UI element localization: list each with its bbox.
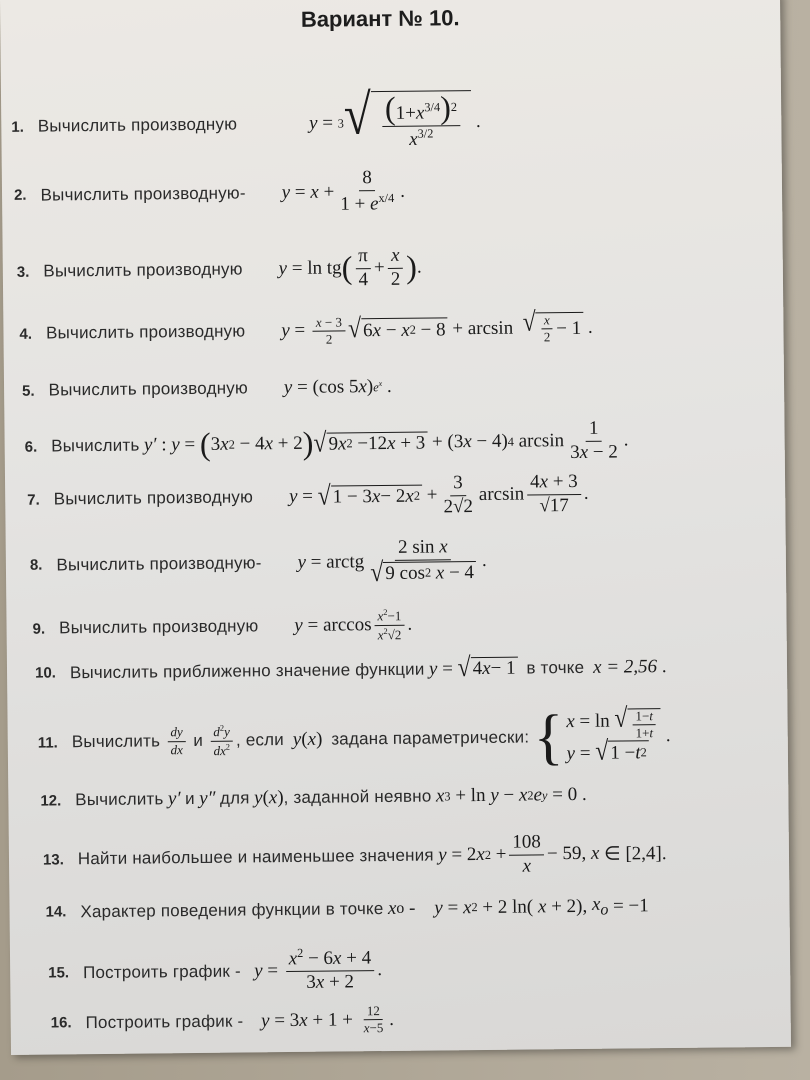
task-number: 4. xyxy=(19,325,33,343)
task-10: 10. Вычислить приближенно значение функции y = √ 4 x − 1 в точке x = 2,56 . xyxy=(34,653,667,684)
task-text: Характер поведения функции в точке xyxy=(80,898,384,922)
task-text: в точке xyxy=(526,657,585,678)
formula-11: { x = ln √ $\frac{1-t}{1+t}$ y = √ 1 − t 2 . xyxy=(533,703,671,772)
task-text: Вычислить xyxy=(51,435,140,456)
task-12 xyxy=(40,784,587,812)
formula-15: y = $\frac{x^2 - 6x + 4}{3x + 2}$ . xyxy=(254,945,383,994)
task-number: 5. xyxy=(22,382,35,400)
d2y-dx2: $\frac{d^2y}{dx^2}$ xyxy=(207,723,236,758)
task-number: 6. xyxy=(24,438,38,456)
task-text: Вычислить производную xyxy=(45,321,246,343)
task-8 xyxy=(30,537,487,590)
task-7 xyxy=(27,472,589,523)
task-6 xyxy=(24,418,628,469)
task-2 xyxy=(14,168,405,219)
task-number: 3. xyxy=(16,263,30,281)
formula-6: y′ : y = ( 3 x 2 − 4 x + 2 ) √ 9 x 2 −12 x + 3 + (3 x − 4) 4 arcsin $\frac{1}{3x - 2}$ . xyxy=(143,417,629,463)
dy-dx: $\frac{dy}{dx}$ xyxy=(164,725,189,757)
task-text: Вычислить производную xyxy=(37,114,238,136)
formula-9: y = arccos $\frac{x^2-1}{x^2√2}$ . xyxy=(294,606,413,643)
task-1 xyxy=(11,82,481,159)
task-16 xyxy=(51,1004,395,1039)
task-number: 7. xyxy=(27,491,40,509)
task-number: 12. xyxy=(40,791,62,810)
formula-1: y = 3 √ $\frac{(1+x^{3/4})^2}{x^{3/2}}$ . xyxy=(309,90,481,156)
task-text: Вычислить производную- xyxy=(56,553,262,575)
task-11 xyxy=(37,705,670,774)
task-text: для xyxy=(219,788,250,808)
y-double-prime: y″ xyxy=(199,787,216,809)
formula-14: x o - y = x 2 + 2 ln( x + 2), $x_o$ = −1 xyxy=(387,893,649,919)
task-text: задана параметрически: xyxy=(331,727,530,749)
task-text: и xyxy=(184,789,195,809)
y-of-x: y ( x ) xyxy=(253,787,284,809)
task-text: Вычислить производную xyxy=(43,259,243,281)
task-text: , если xyxy=(235,730,285,750)
task-3 xyxy=(17,246,422,295)
formula-7: y = √ 1 − 3 x − 2 x 2 + $\frac{3}{2√2}$ arcsin $\frac{4x + 3}{√17}$ . xyxy=(288,470,589,518)
task-number: 8. xyxy=(29,556,43,575)
task-number: 9. xyxy=(32,620,46,638)
task-9 xyxy=(32,608,412,646)
task-text: Найти наибольшее и наименьшее значения xyxy=(77,845,434,869)
task-text: и xyxy=(193,730,204,751)
formula-8: y = arctg 2 sin x √ 9 cos 2 x − 4 . xyxy=(297,536,487,588)
task-number: 14. xyxy=(45,903,67,921)
task-text: Вычислить xyxy=(75,789,164,810)
task-text: Вычислить производную xyxy=(53,487,254,509)
page-title: Вариант № 10. xyxy=(300,5,460,32)
point-value: x = 2,56 xyxy=(593,656,658,678)
formula-13: y = 2 x 2 + $\frac{108}{x}$ − 59, x ∈ [2,4]. xyxy=(438,831,667,877)
task-13 xyxy=(43,831,667,882)
task-5 xyxy=(22,376,392,402)
formula-3: y = ln tg ( $\frac{\pi}{4}$ + $\frac{x}{2}$ ) . xyxy=(278,244,422,291)
formula-4: y = $\frac{x - 3}{2}$ √ 6 x − x 2 − 8 + arcsin √ $\frac{x}{2}$ − 1 . xyxy=(281,307,593,347)
y-of-x: y ( x ) xyxy=(292,728,323,750)
formula-2: y = x + $\frac{8}{1 + e^{x/4}}$ . xyxy=(281,167,406,215)
task-text: Построить график - xyxy=(82,961,241,982)
task-number: 15. xyxy=(48,964,70,982)
task-text: Вычислить производную xyxy=(58,616,259,638)
task-number: 16. xyxy=(50,1014,72,1032)
task-number: 1. xyxy=(11,118,24,136)
formula-16: y = 3 x + 1 + $\frac{12}{x-5}$ . xyxy=(260,1003,395,1036)
task-number: 11. xyxy=(37,733,58,752)
task-text: Вычислить производную- xyxy=(40,182,246,205)
formula-5: y = (cos 5 x ) $e^x$ . xyxy=(283,375,392,399)
task-number: 2. xyxy=(13,186,27,204)
task-4 xyxy=(19,307,593,351)
task-text: Вычислить xyxy=(71,731,161,752)
task-number: 13. xyxy=(42,851,64,869)
task-number: 10. xyxy=(34,664,57,683)
task-15 xyxy=(48,946,382,997)
formula-10: y = √ 4 x − 1 xyxy=(429,657,518,682)
task-text: Вычислить производную xyxy=(48,378,248,400)
task-text: Построить график - xyxy=(85,1011,244,1032)
y-prime: y′ xyxy=(167,788,181,810)
task-14 xyxy=(45,893,648,925)
formula-12: x 3 + ln y − x 2 e y = 0 . xyxy=(435,783,587,807)
task-text: , заданной неявно xyxy=(283,786,432,808)
task-text: Вычислить приближенно значение функции xyxy=(69,659,425,683)
